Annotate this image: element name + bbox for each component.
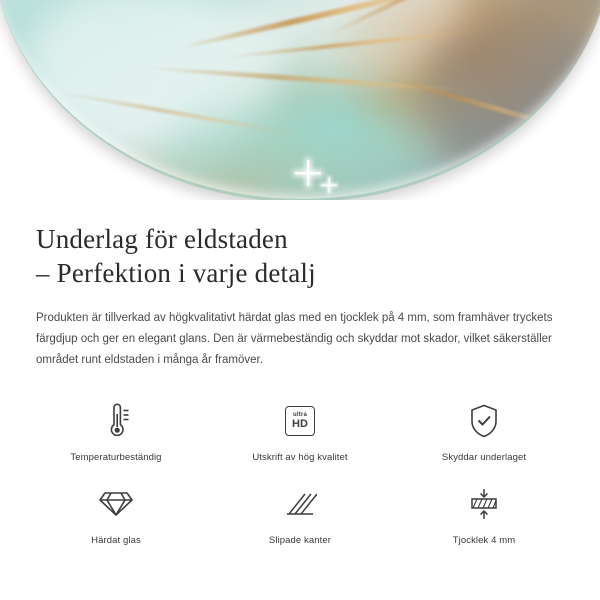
polished-edges-icon <box>277 481 323 527</box>
marble-glass-disc-image <box>0 0 600 200</box>
feature-item <box>24 398 208 463</box>
feature-grid <box>0 398 600 546</box>
feature-label: Härdat glas <box>91 535 141 546</box>
shield-check-icon <box>461 398 507 444</box>
page-title <box>36 222 564 290</box>
feature-label: Tjocklek 4 mm <box>452 535 516 546</box>
thickness-icon <box>461 481 507 527</box>
hero-image-area <box>0 0 600 200</box>
feature-item <box>392 481 576 546</box>
headline-line-1: Underlag för eldstaden <box>36 224 288 254</box>
feature-item <box>208 481 392 546</box>
feature-label: Temperaturbeständig <box>70 452 162 463</box>
thermometer-icon <box>93 398 139 444</box>
feature-label: Slipade kanter <box>268 535 332 546</box>
feature-item <box>208 398 392 463</box>
feature-label: Skyddar underlaget <box>441 452 527 463</box>
ultra-hd-badge-top: ultra <box>292 412 307 418</box>
feature-label: Utskrift av hög kvalitet <box>252 452 348 463</box>
ultra-hd-icon <box>277 398 323 444</box>
text-content <box>0 222 600 371</box>
ultra-hd-badge-bottom: HD <box>292 418 308 430</box>
diamond-icon <box>93 481 139 527</box>
feature-item <box>392 398 576 463</box>
headline-line-2: – Perfektion i varje detalj <box>36 258 316 288</box>
feature-item <box>24 481 208 546</box>
description-paragraph: Produkten är tillverkad av högkvalitativt härdat glas med en tjocklek på 4 mm, som framhäver tryckets färgdjup och ger en elegant glans. Den är värmebeständig och skyddar mot skador, vilket säkerställer området runt eldstaden i många år framöver. <box>36 312 553 366</box>
